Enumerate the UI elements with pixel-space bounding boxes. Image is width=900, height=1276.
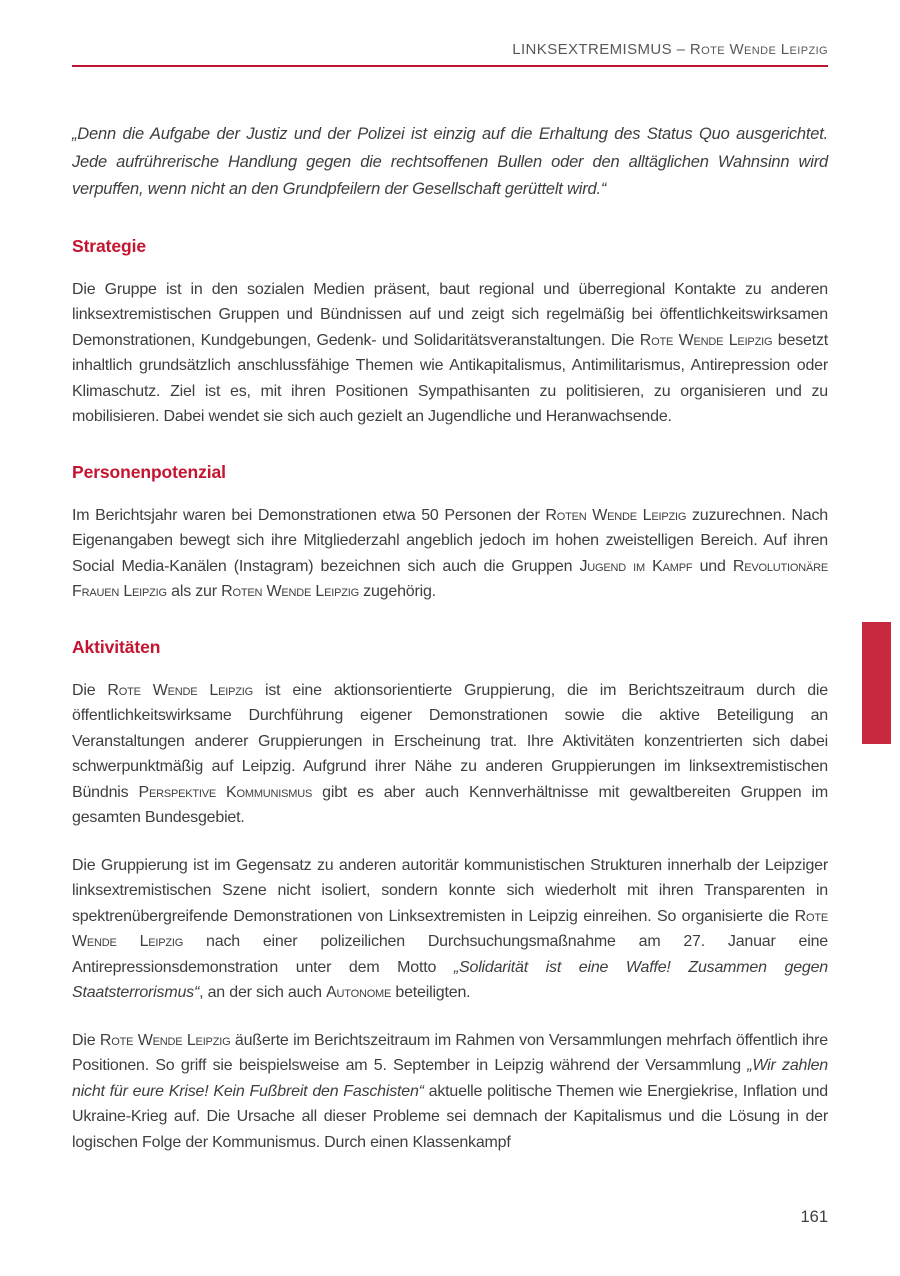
paragraph-aktivitaeten-1 <box>72 678 828 831</box>
running-header: LINKSEXTREMISMUS – Rote Wende Leipzig <box>512 41 828 58</box>
text-segment: gibt es aber auch Kennverhältnisse mit gewaltbereiten Gruppen im gesamten Bundesgebiet. <box>72 783 828 826</box>
section-heading-strategie: Strategie <box>72 235 146 256</box>
text-segment: „Solidarität ist eine Waffe! Zusammen gegen Staatsterrorismus“ <box>72 958 828 1001</box>
paragraph-personenpotenzial-1 <box>72 503 828 605</box>
text-segment: zuzurechnen. Nach Eigenangaben bewegt sich ihre Mitgliederzahl angeblich jedoch im hohen zweistelligen Bereich. Auf ihren Social Media-Kanälen (Instagram) bezeichnen sich auch die Gruppen <box>72 506 828 575</box>
group-name: Roten Wende Leipzig <box>545 506 687 524</box>
group-name: Rote Wende Leipzig <box>72 907 828 950</box>
text-segment: nach einer polizeilichen Durchsuchungsmaßnahme am 27. Januar eine Antirepressionsdemonstration unter dem Motto <box>72 933 828 976</box>
paragraph-strategie-1 <box>72 277 828 430</box>
text-segment: äußerte im Berichtszeitraum im Rahmen von Versammlungen mehrfach öffentlich ihre Positionen. So griff sie beispielsweise am 5. September in Leipzig während der Versammlung <box>72 1031 828 1074</box>
chapter-marker-tab <box>862 622 891 744</box>
section-heading-aktivitaeten: Aktivitäten <box>72 636 161 657</box>
text-segment: zugehörig. <box>358 583 436 600</box>
group-name: Revolutionäre Frauen Leipzig <box>72 557 828 600</box>
paragraph-aktivitaeten-2 <box>72 853 828 1006</box>
section-heading-personenpotenzial: Personenpotenzial <box>72 461 226 482</box>
page-number: 161 <box>800 1208 828 1226</box>
header-rule <box>72 65 828 67</box>
text-segment: beteiligten. <box>391 984 471 1001</box>
text-segment: Die <box>72 1031 100 1049</box>
group-name: Rote Wende Leipzig <box>107 681 253 699</box>
text-segment: aktuelle politische Themen wie Energiekrise, Inflation und Ukraine-Krieg auf. Die Ursache all dieser Probleme sei demnach der Kapitalismus und die Lösung in der logischen Folge der Kommunismus. Durch einen Klassenkampf <box>72 1082 828 1151</box>
text-segment: ist eine aktionsorientierte Gruppierung, die im Berichtszeitraum durch die öffentlichkeitswirksame Durchführung eigener Demonstrationen sowie die aktive Beteiligung an Veranstaltungen anderer Gruppierungen in Erscheinung trat. Ihre Aktivitäten konzentrierten sich dabei schwerpunktmäßig auf Leipzig. Aufgrund ihrer Nähe zu anderen Gruppierungen im linksextremistischen Bündnis <box>72 681 828 801</box>
paragraph-aktivitaeten-3 <box>72 1028 828 1156</box>
text-segment: Die Gruppierung ist im Gegensatz zu anderen autoritär kommunistischen Strukturen innerhalb der Leipziger linksextremistischen Szene nicht isoliert, sondern konnte sich wiederholt mit ihren Transparenten in spektrenübergreifende Demonstrationen von Linksextremisten in Leipzig einreihen. So organisierte die <box>72 856 828 925</box>
group-name: Jugend im Kampf <box>579 557 693 575</box>
group-name: Roten Wende Leipzig <box>221 583 359 600</box>
text-segment: , an der sich auch <box>199 984 327 1001</box>
text-segment: und <box>692 557 733 575</box>
group-name: Autonome <box>326 984 392 1001</box>
group-name: Rote Wende Leipzig <box>639 331 773 349</box>
text-segment: besetzt inhaltlich grundsätzlich anschlussfähige Themen wie Antikapitalismus, Antimilitarismus, Antirepression oder Klimaschutz. Ziel ist es, mit ihren Positionen Sympathisanten zu politisieren, zu organisieren und zu mobilisieren. Dabei wendet sie sich auch gezielt an Jugendliche und Heranwachsende. <box>72 331 828 425</box>
text-segment: Die Gruppe ist in den sozialen Medien präsent, baut regional und überregional Kontakte zu anderen linksextremistischen Gruppen und Bündnissen auf und zeigt sich regelmäßig bei öffentlichkeitswirksamen Demonstrationen, Kundgebungen, Gedenk- und Solidaritätsveranstaltungen. Die <box>72 280 828 349</box>
page-content <box>72 121 828 1155</box>
text-segment: als zur <box>166 583 222 600</box>
text-segment: „Wir zahlen nicht für eure Krise! Kein Fußbreit den Faschisten“ <box>72 1057 828 1100</box>
text-segment: „Denn die Aufgabe der Justiz und der Polizei ist einzig auf die Erhaltung des Status Quo ausgerichtet. Jede aufrührerische Handlung gegen die rechtsoffenen Bullen oder den alltäglichen Wahnsinn wird verpuffen, wenn nicht an den Grundpfeilern der Gesellschaft gerüttelt wird.“ <box>72 125 828 198</box>
opening-quote <box>72 121 828 204</box>
group-name: Rote Wende Leipzig <box>99 1031 231 1049</box>
text-segment: Im Berichtsjahr waren bei Demonstrationen etwa 50 Personen der <box>72 506 546 524</box>
text-segment: Die <box>72 681 108 699</box>
group-name: Perspektive Kommunismus <box>138 783 313 801</box>
